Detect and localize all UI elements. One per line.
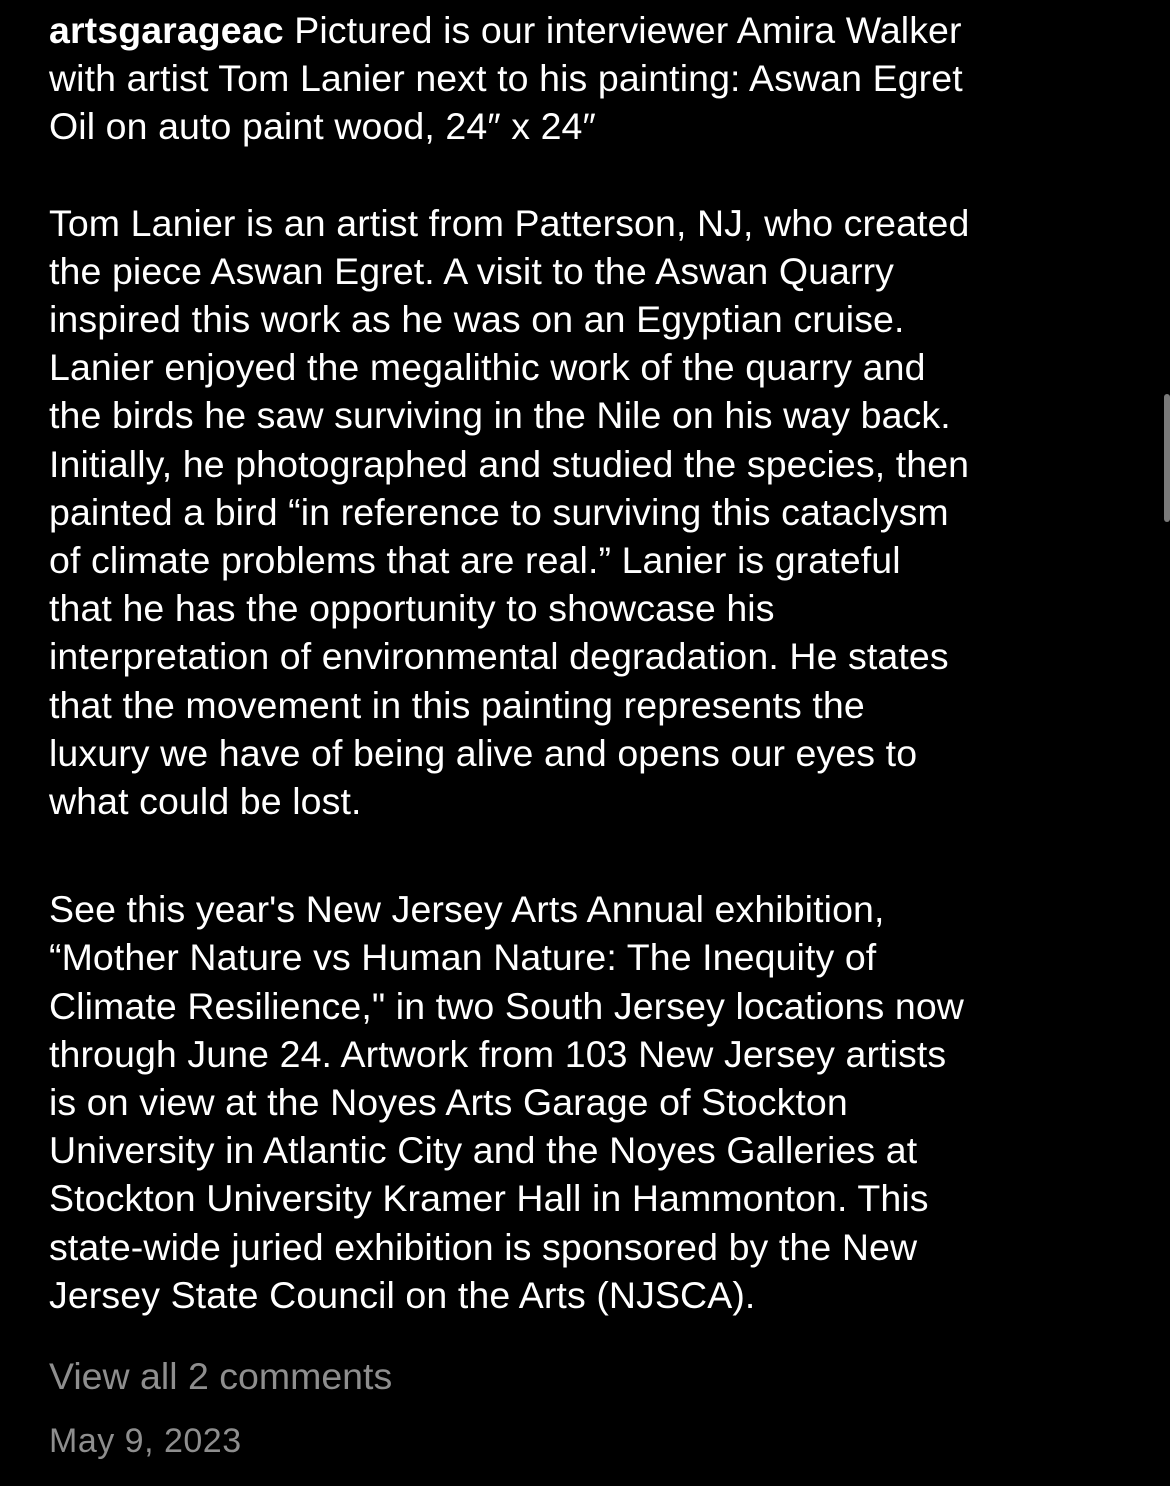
caption-intro [49,6,1129,151]
view-all-comments-link[interactable]: View all 2 comments [49,1355,393,1397]
post-caption [49,6,1129,1319]
username-link[interactable]: artsgarageac [49,9,284,51]
post-date: May 9, 2023 [49,1422,242,1460]
scrollbar[interactable] [1164,394,1170,522]
caption-intro-text: Pictured is our interviewer Amira Walker with artist Tom Lanier next to his painting: Aswan Egret Oil on auto paint wood, 24″ x 24″ [49,9,963,148]
caption-paragraph-exhibition: See this year's New Jersey Arts Annual exhibition, “Mother Nature vs Human Nature: The Inequity of Climate Resilience," in two South Jersey locations now through June 24. Artwork from 103 New Jersey artists is on view at the Noyes Arts Garage of Stockton University in Atlantic City and the Noyes Galleries at Stockton University Kramer Hall in Hammonton. This state-wide juried exhibition is sponsored by the New Jersey State Council on the Arts (NJSCA). [49,888,964,1316]
caption-paragraph-artist: Tom Lanier is an artist from Patterson, NJ, who created the piece Aswan Egret. A visit to the Aswan Quarry inspired this work as he was on an Egyptian cruise. Lanier enjoyed the megalithic work of the quarry and the birds he saw surviving in the Nile on his way back. Initially, he photographed and studied the species, then painted a bird “in reference to surviving this cataclysm of climate problems that are real.” Lanier is grateful that he has the opportunity to showcase his interpretation of environmental degradation. He states that the movement in this painting represents the luxury we have of being alive and opens our eyes to what could be lost. [49,201,970,823]
